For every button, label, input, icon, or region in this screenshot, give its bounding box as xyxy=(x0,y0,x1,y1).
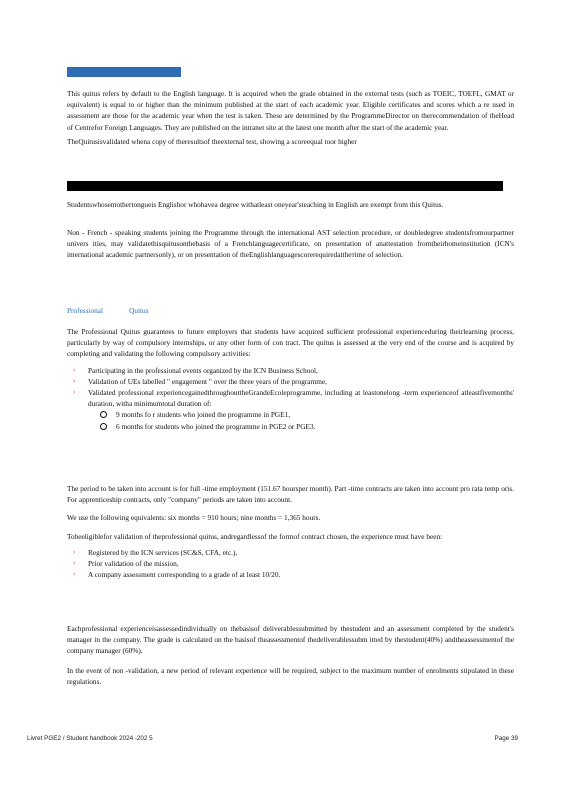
eligibility-list xyxy=(67,547,514,581)
paragraph: In the event of non -validation, a new period of relevant experience will be required, subject to the maximum number of enrolments stipulated in these regulations. xyxy=(67,665,514,686)
paragraph: This quitus refers by default to the English language. It is acquired when the grade obtained in the external tests (such as TOEIC, TOEFL, GMAT or equivalent) is equal to or higher than the minimum published at the start of each academic year. Eligible certificates and scores which a re used in assessment are those for the academic year when the test is taken. These are determined by the ProgrammeDirector on therecommendation of theHead of Centrefor Foreign Languages. They are published on the intranet site at the latest one month after the start of the academic year. xyxy=(67,89,514,132)
professional-quitus-section xyxy=(67,326,514,432)
paragraph: TheQuitusisvalidated whena copy of theresultsof theexternal test, showing a scoreequal toor higher xyxy=(67,136,357,146)
paragraph: Tobeeligiblefor validation of theprofessional quitus, andregardlessof the formof contract chosen, the experience must have been: xyxy=(67,531,443,541)
list-item: › Validated professional experiencegainedthroughouttheGrandeEcoleprogramme, including at leastonelong -term experienceof atleastfivemonths' duration, witha minimumtotal duration of: xyxy=(73,388,514,409)
activities-list xyxy=(67,365,514,410)
english-quitus-section xyxy=(67,88,514,147)
duration-list xyxy=(99,409,514,431)
bullet-icon: › xyxy=(73,570,76,579)
assessment-block xyxy=(67,623,514,687)
paragraph: We use the following equivalents: six months = 910 hours; nine months = 1,365 hours. xyxy=(67,513,321,523)
bullet-icon: › xyxy=(73,388,76,397)
bullet-icon: › xyxy=(73,547,76,556)
paragraph: Non - French - speaking students joining the Programme through the international AST selection procedure, or doubledegree studentsfromourpartner univers ities, may validatethisquitusonthebasis of a Frenchlanguagecertificate, on presentation of anattestation fromtheirhomeinstitution (ICN's international academic partnersonly), or on presentation of theEnglishlanguagescorerequiredattheтime of selection. xyxy=(67,228,514,260)
bullet-icon: › xyxy=(73,559,76,568)
list-item: › Prior validation of the mission, xyxy=(73,559,179,569)
list-item: › Participating in the professional events organized by the ICN Business School, xyxy=(73,365,318,375)
page-number: Page 39 xyxy=(494,735,518,742)
list-item: › A company assessment corresponding to a grade of at least 10/20. xyxy=(73,570,281,580)
list-item: 9 months fo r students who joined the programme in PGE1, xyxy=(99,409,514,420)
paragraph: The Professional Quitus guarantees to future employers that students have acquired sufficient professional experienceduring theirlearning process, particularly by way of compulsory internships, or any other form of con tract. The quitus is assessed at the very end of the course and is acquired by completing and validating the following compulsory activities: xyxy=(67,327,514,359)
redaction-bar xyxy=(67,181,503,191)
non-french-block xyxy=(67,227,514,261)
period-block xyxy=(67,483,514,580)
section-heading xyxy=(67,306,149,315)
footer-title: Livret PGE2 / Student handbook 2024 -202 5 xyxy=(27,735,153,742)
list-item: › Registered by the ICN services (SC&S, CFA, etc.), xyxy=(73,547,238,557)
list-item: 6 months for students who joined the programme in PGE2 or PGE3. xyxy=(99,421,514,432)
heading-word: Quitus xyxy=(129,306,149,315)
paragraph: Eachprofessional experienceisassessedindividually on thebasisof deliverablessubmitted by thestudent and an assessment completed by the student's manager in the company. The grade is calculated on the basisof theassessmentof thedeliverablessubm itted by thestudent(40%) andtheassessmentof the company manager (60%). xyxy=(67,624,514,656)
bullet-icon: › xyxy=(73,376,76,385)
heading-word: Professional xyxy=(67,306,104,315)
bullet-icon: › xyxy=(73,365,76,374)
circle-bullet-icon xyxy=(100,423,107,430)
paragraph: Studentswhosemothertongueis Englishor whohavea degree withatleast oneyear'steaching in English are exempt from this Quitus. xyxy=(67,200,444,209)
page-footer xyxy=(27,735,518,742)
exemption-block xyxy=(67,199,514,210)
list-item: › Validation of UEs labelled " engagement " over the three years of the programme, xyxy=(73,376,327,386)
section-header-bar xyxy=(67,67,181,77)
paragraph: The period to be taken into account is for full -time employment (151.67 hoursper month). Part -time contracts are taken into account pro rata temp oris. For apprenticeship contracts, only "company" periods are taken into account. xyxy=(67,484,514,505)
circle-bullet-icon xyxy=(100,411,107,418)
